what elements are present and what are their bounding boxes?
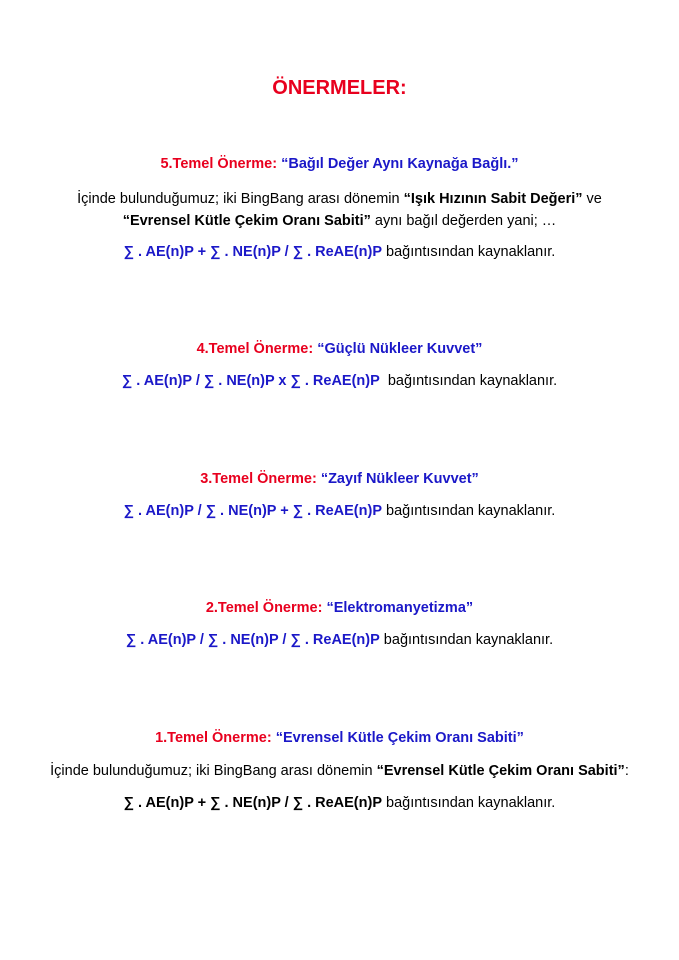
section-4-formula: ∑ . AE(n)P / ∑ . NE(n)P x ∑ . ReAE(n)P [121, 373, 380, 389]
section-5-suffix: bağıntısından kaynaklanır. [382, 244, 556, 260]
section-4-suffix: bağıntısından kaynaklanır. [379, 373, 558, 389]
section-4-name: “Güçlü Nükleer Kuvvet” [317, 341, 483, 357]
section-2-suffix: bağıntısından kaynaklanır. [379, 632, 554, 648]
section-5-intro [45, 188, 634, 232]
section-1-intro [40, 761, 639, 782]
section-4-heading [40, 339, 639, 360]
section-5-heading [40, 154, 639, 175]
section-1-intro-gravity: “Evrensel Kütle Çekim Oranı Sabiti” [376, 763, 625, 779]
section-1-intro-text-a: İçinde bulunduğumuz; iki BingBang arası dönemin [50, 763, 377, 779]
section-2-formula-line [40, 630, 639, 651]
section-1-suffix: bağıntısından kaynaklanır. [382, 795, 556, 811]
section-5-intro-text-e: aynı bağıl değerden yani; … [370, 213, 557, 229]
section-5-intro-light-speed: “Işık Hızının Sabit Değeri” [403, 191, 583, 207]
section-3-label: 3.Temel Önerme: [200, 471, 317, 487]
section-1-heading [40, 728, 639, 749]
section-1-formula-line [40, 793, 639, 814]
section-2-formula: ∑ . AE(n)P / ∑ . NE(n)P / ∑ . ReAE(n)P [125, 632, 380, 648]
section-1-formula: ∑ . AE(n)P + ∑ . NE(n)P / ∑ . ReAE(n)P [123, 795, 382, 811]
section-5-intro-gravity: “Evrensel Kütle Çekim Oranı Sabiti” [122, 213, 371, 229]
section-3-heading [40, 469, 639, 490]
section-2-label: 2.Temel Önerme: [205, 600, 323, 616]
section-5-formula-line [40, 242, 639, 263]
section-3-formula-line [40, 501, 639, 522]
section-5-intro-text-a: İçinde bulunduğumuz; iki BingBang arası dönemin [77, 191, 404, 207]
section-3-name: “Zayıf Nükleer Kuvvet” [320, 471, 479, 487]
section-1-intro-text-c: : [624, 763, 629, 779]
section-5-name: “Bağıl Değer Aynı Kaynağa Bağlı.” [281, 156, 519, 172]
section-4-formula-line [40, 371, 639, 392]
page-title: ÖNERMELER: [272, 77, 407, 99]
section-1-label: 1.Temel Önerme: [155, 730, 272, 746]
section-5-intro-text-c: ve [582, 191, 602, 207]
section-3-suffix: bağıntısından kaynaklanır. [382, 503, 556, 519]
section-2-name: “Elektromanyetizma” [326, 600, 474, 616]
section-2-heading [40, 598, 639, 619]
section-1-name: “Evrensel Kütle Çekim Oranı Sabiti” [275, 730, 524, 746]
section-5-formula: ∑ . AE(n)P + ∑ . NE(n)P / ∑ . ReAE(n)P [123, 244, 382, 260]
section-4-label: 4.Temel Önerme: [196, 341, 314, 357]
section-3-formula: ∑ . AE(n)P / ∑ . NE(n)P + ∑ . ReAE(n)P [123, 503, 382, 519]
section-5-label: 5.Temel Önerme: [160, 156, 278, 172]
